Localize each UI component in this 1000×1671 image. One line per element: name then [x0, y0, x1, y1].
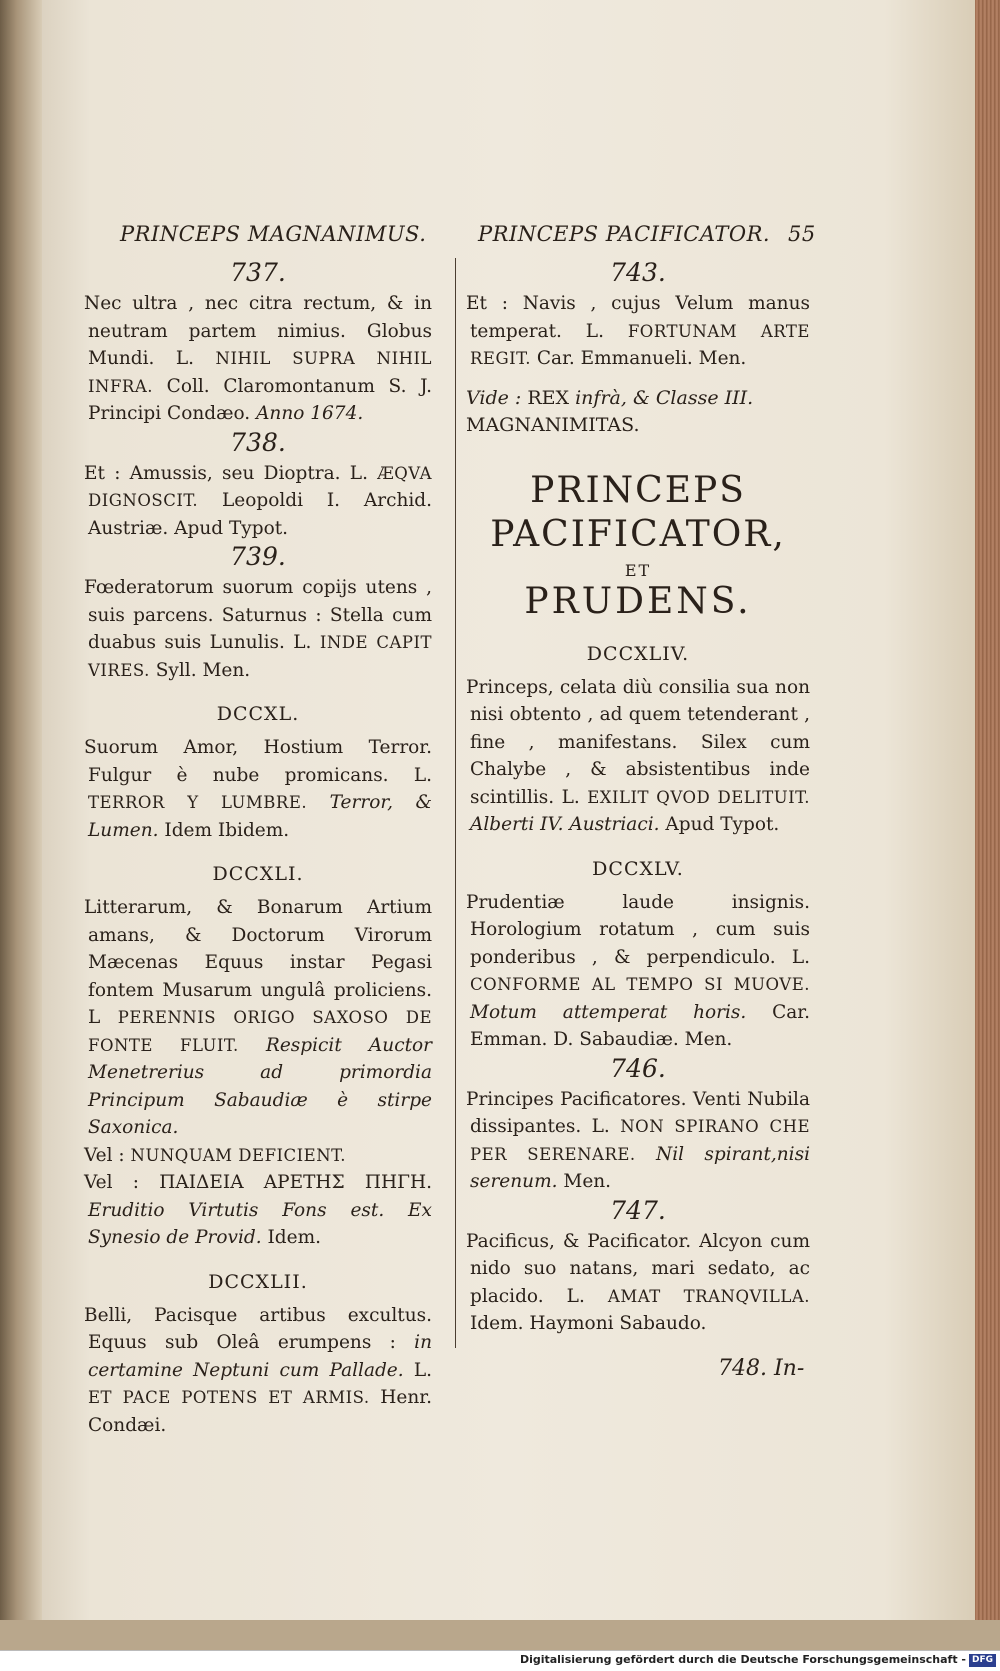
right-column-entries: [466, 642, 810, 1338]
vide-mid: infrà, & Classe III.: [575, 386, 754, 409]
entry-text: [466, 290, 810, 373]
entry-plain-text: Henr. Condæi.: [88, 1387, 432, 1436]
running-head-left: PRINCEPS MAGNANIMUS.: [120, 222, 427, 246]
entry-plain-text: Suorum Amor, Hostium Terror. Fulgur è nube promicans. L.: [84, 737, 432, 786]
right-column: [466, 258, 810, 1338]
section-title: PRINCEPS PACIFICATOR,: [490, 469, 786, 555]
entry-plain-text: Fœderatorum suorum copijs utens , suis parcens. Saturnus : Stella cum duabus suis Lunulis. L.: [84, 577, 432, 653]
entry-italic-text: Terror, & Lumen.: [88, 792, 432, 841]
entry-plain-text: Men.: [557, 1171, 612, 1192]
entry-text: [466, 1228, 810, 1338]
entry-roman-number: DCCXLV.: [592, 857, 684, 880]
entry-number: 739.: [230, 542, 286, 571]
entry-italic-text: in certamine Neptuni cum Pallade.: [88, 1332, 432, 1381]
entry-plain-text: [636, 1144, 656, 1165]
entry-motto-text: CONFORME AL TEMPO SI MUOVE.: [470, 975, 810, 994]
entry-motto-text: ÆQVA DIGNOSCIT.: [88, 463, 432, 510]
entry-plain-text: Idem Ibidem.: [158, 819, 290, 841]
entry-motto-text: NUNQUAM DEFICIENT.: [130, 1145, 346, 1165]
entry-text: [84, 290, 432, 428]
entry-plain-text: Leopoldi I. Archid. Austriæ. Apud Typot.: [88, 490, 432, 539]
entry-motto-text: INDE CAPIT VIRES.: [88, 633, 432, 680]
entry-text: [84, 460, 432, 543]
entry-motto-text: NON SPIRANO CHE PER SERENARE.: [470, 1117, 810, 1164]
left-column: [84, 258, 432, 1439]
entry-text: [466, 889, 810, 1054]
vide-reference: [466, 385, 810, 439]
entry-motto-text: EXILIT QVOD DELITUIT.: [587, 787, 810, 807]
entry-roman-number: DCCXL.: [216, 703, 300, 725]
dfg-logo: DFG: [969, 1654, 996, 1667]
entry-plain-text: Nec ultra , nec citra rectum, & in neutram partem nimius. Globus Mundi. L.: [84, 293, 432, 369]
entry-plain-text: Syll. Men.: [149, 659, 251, 681]
entry-text: [84, 1169, 432, 1252]
entry-italic-text: Nil spirant,nisi serenum.: [470, 1143, 810, 1192]
entry-number: 737.: [230, 258, 286, 287]
entry-plain-text: Et : Navis , cujus Velum manus temperat. L.: [466, 293, 810, 342]
entry-italic-text: Eruditio Virtutis Fons est. Ex Synesio de Provid.: [88, 1199, 432, 1248]
entry-italic-text: Anno 1674.: [256, 403, 364, 424]
section-et: ET: [624, 560, 652, 580]
entry-plain-text: L.: [403, 1359, 433, 1381]
entry-plain-text: Car. Emmanueli. Men.: [531, 348, 747, 369]
footer-bar: [0, 1650, 1000, 1671]
running-head-right: PRINCEPS PACIFICATOR.: [478, 222, 771, 246]
vide-tail: MAGNANIMITAS.: [466, 413, 640, 436]
entry-plain-text: Idem. Haymoni Sabaudo.: [470, 1313, 707, 1334]
entry-italic-text: Alberti IV. Austriaci.: [470, 814, 660, 835]
entry-plain-text: Vel : ΠΑΙΔΕΙΑ ΑΡΕΤΗΣ ΠΗΓΗ.: [84, 1172, 432, 1193]
entry-plain-text: [307, 792, 330, 813]
entry-plain-text: Vel :: [84, 1144, 131, 1166]
vide-rex: REX: [527, 386, 570, 409]
entry-roman-number: DCCXLII.: [208, 1270, 308, 1293]
entry-plain-text: Apud Typot.: [659, 814, 780, 835]
entry-motto-text: NIHIL SUPRA NIHIL INFRA.: [88, 349, 432, 396]
entry-text: [84, 894, 432, 1142]
entry-text: [466, 674, 810, 839]
entry-plain-text: Coll. Claromontanum S. J. Principi Condæo.: [88, 375, 432, 424]
footer-credit: Digitalisierung gefördert durch die Deutsche Forschungsgemeinschaft -: [519, 1653, 966, 1666]
entry-motto-text: FORTUNAM ARTE REGIT.: [470, 321, 810, 368]
entry-plain-text: Idem.: [261, 1227, 322, 1248]
entry-motto-text: ET PACE POTENS ET ARMIS.: [88, 1388, 370, 1407]
entry-roman-number: DCCXLIV.: [586, 642, 690, 665]
entry-text: [466, 1086, 810, 1196]
entry-motto-text: TERROR Y LUMBRE.: [88, 793, 308, 812]
entry-plain-text: Litterarum, & Bonarum Artium amans, & Doctorum Virorum Mæcenas Equus instar Pegasi fontem Musarum ungulâ proliciens. L: [84, 897, 432, 1028]
entry-motto-text: PERENNIS ORIGO SAXOSO DE FONTE FLUIT.: [88, 1008, 433, 1055]
entry-text: [84, 1142, 432, 1170]
book-fore-edge: [975, 0, 1000, 1620]
facing-page-edge: [0, 0, 42, 1620]
entry-plain-text: [239, 1035, 266, 1056]
entry-plain-text: Principes Pacificatores. Venti Nubila dissipantes. L.: [466, 1088, 810, 1137]
page-number: 55: [788, 222, 816, 246]
entry-text: [84, 574, 432, 684]
entry-number: 747.: [610, 1195, 666, 1225]
right-column-top: [466, 258, 810, 373]
column-divider: [455, 258, 456, 1348]
entry-number: 746.: [610, 1053, 666, 1083]
entry-plain-text: Princeps, celata diù consilia sua non nisi obtento , ad quem tetenderant , fine , manifestans. Silex cum Chalybe , & absistentibus inde scintillis. L.: [466, 676, 810, 808]
entry-text: [84, 1302, 432, 1440]
entry-italic-text: Motum attemperat horis.: [470, 1001, 747, 1023]
entry-roman-number: DCCXLI.: [212, 863, 304, 885]
entry-text: [84, 734, 432, 844]
entry-plain-text: Car. Emman. D. Sabaudiæ. Men.: [470, 1001, 810, 1050]
entry-number: 738.: [230, 427, 286, 457]
entry-italic-text: Respicit Auctor Menetrerius ad primordia Principum Sabaudiæ è stirpe Saxonica.: [88, 1034, 432, 1138]
entry-plain-text: Prudentiæ laude insignis. Horologium rotatum , cum suis ponderibus , & perpendiculo. L.: [466, 891, 810, 968]
entry-plain-text: Belli, Pacisque artibus excultus. Equus sub Oleâ erumpens :: [84, 1304, 432, 1353]
entry-motto-text: AMAT TRANQVILLA.: [607, 1286, 810, 1306]
vide-prefix: Vide :: [466, 386, 522, 409]
entry-number: 743.: [610, 258, 666, 287]
entry-plain-text: Et : Amussis, seu Dioptra. L.: [84, 462, 378, 484]
section-title-second: PRUDENS.: [524, 580, 752, 622]
entry-plain-text: Pacificus, & Pacificator. Alcyon cum nido suo natans, mari sedato, ac placido. L.: [466, 1230, 810, 1307]
catchword: 748. In-: [718, 1356, 805, 1381]
